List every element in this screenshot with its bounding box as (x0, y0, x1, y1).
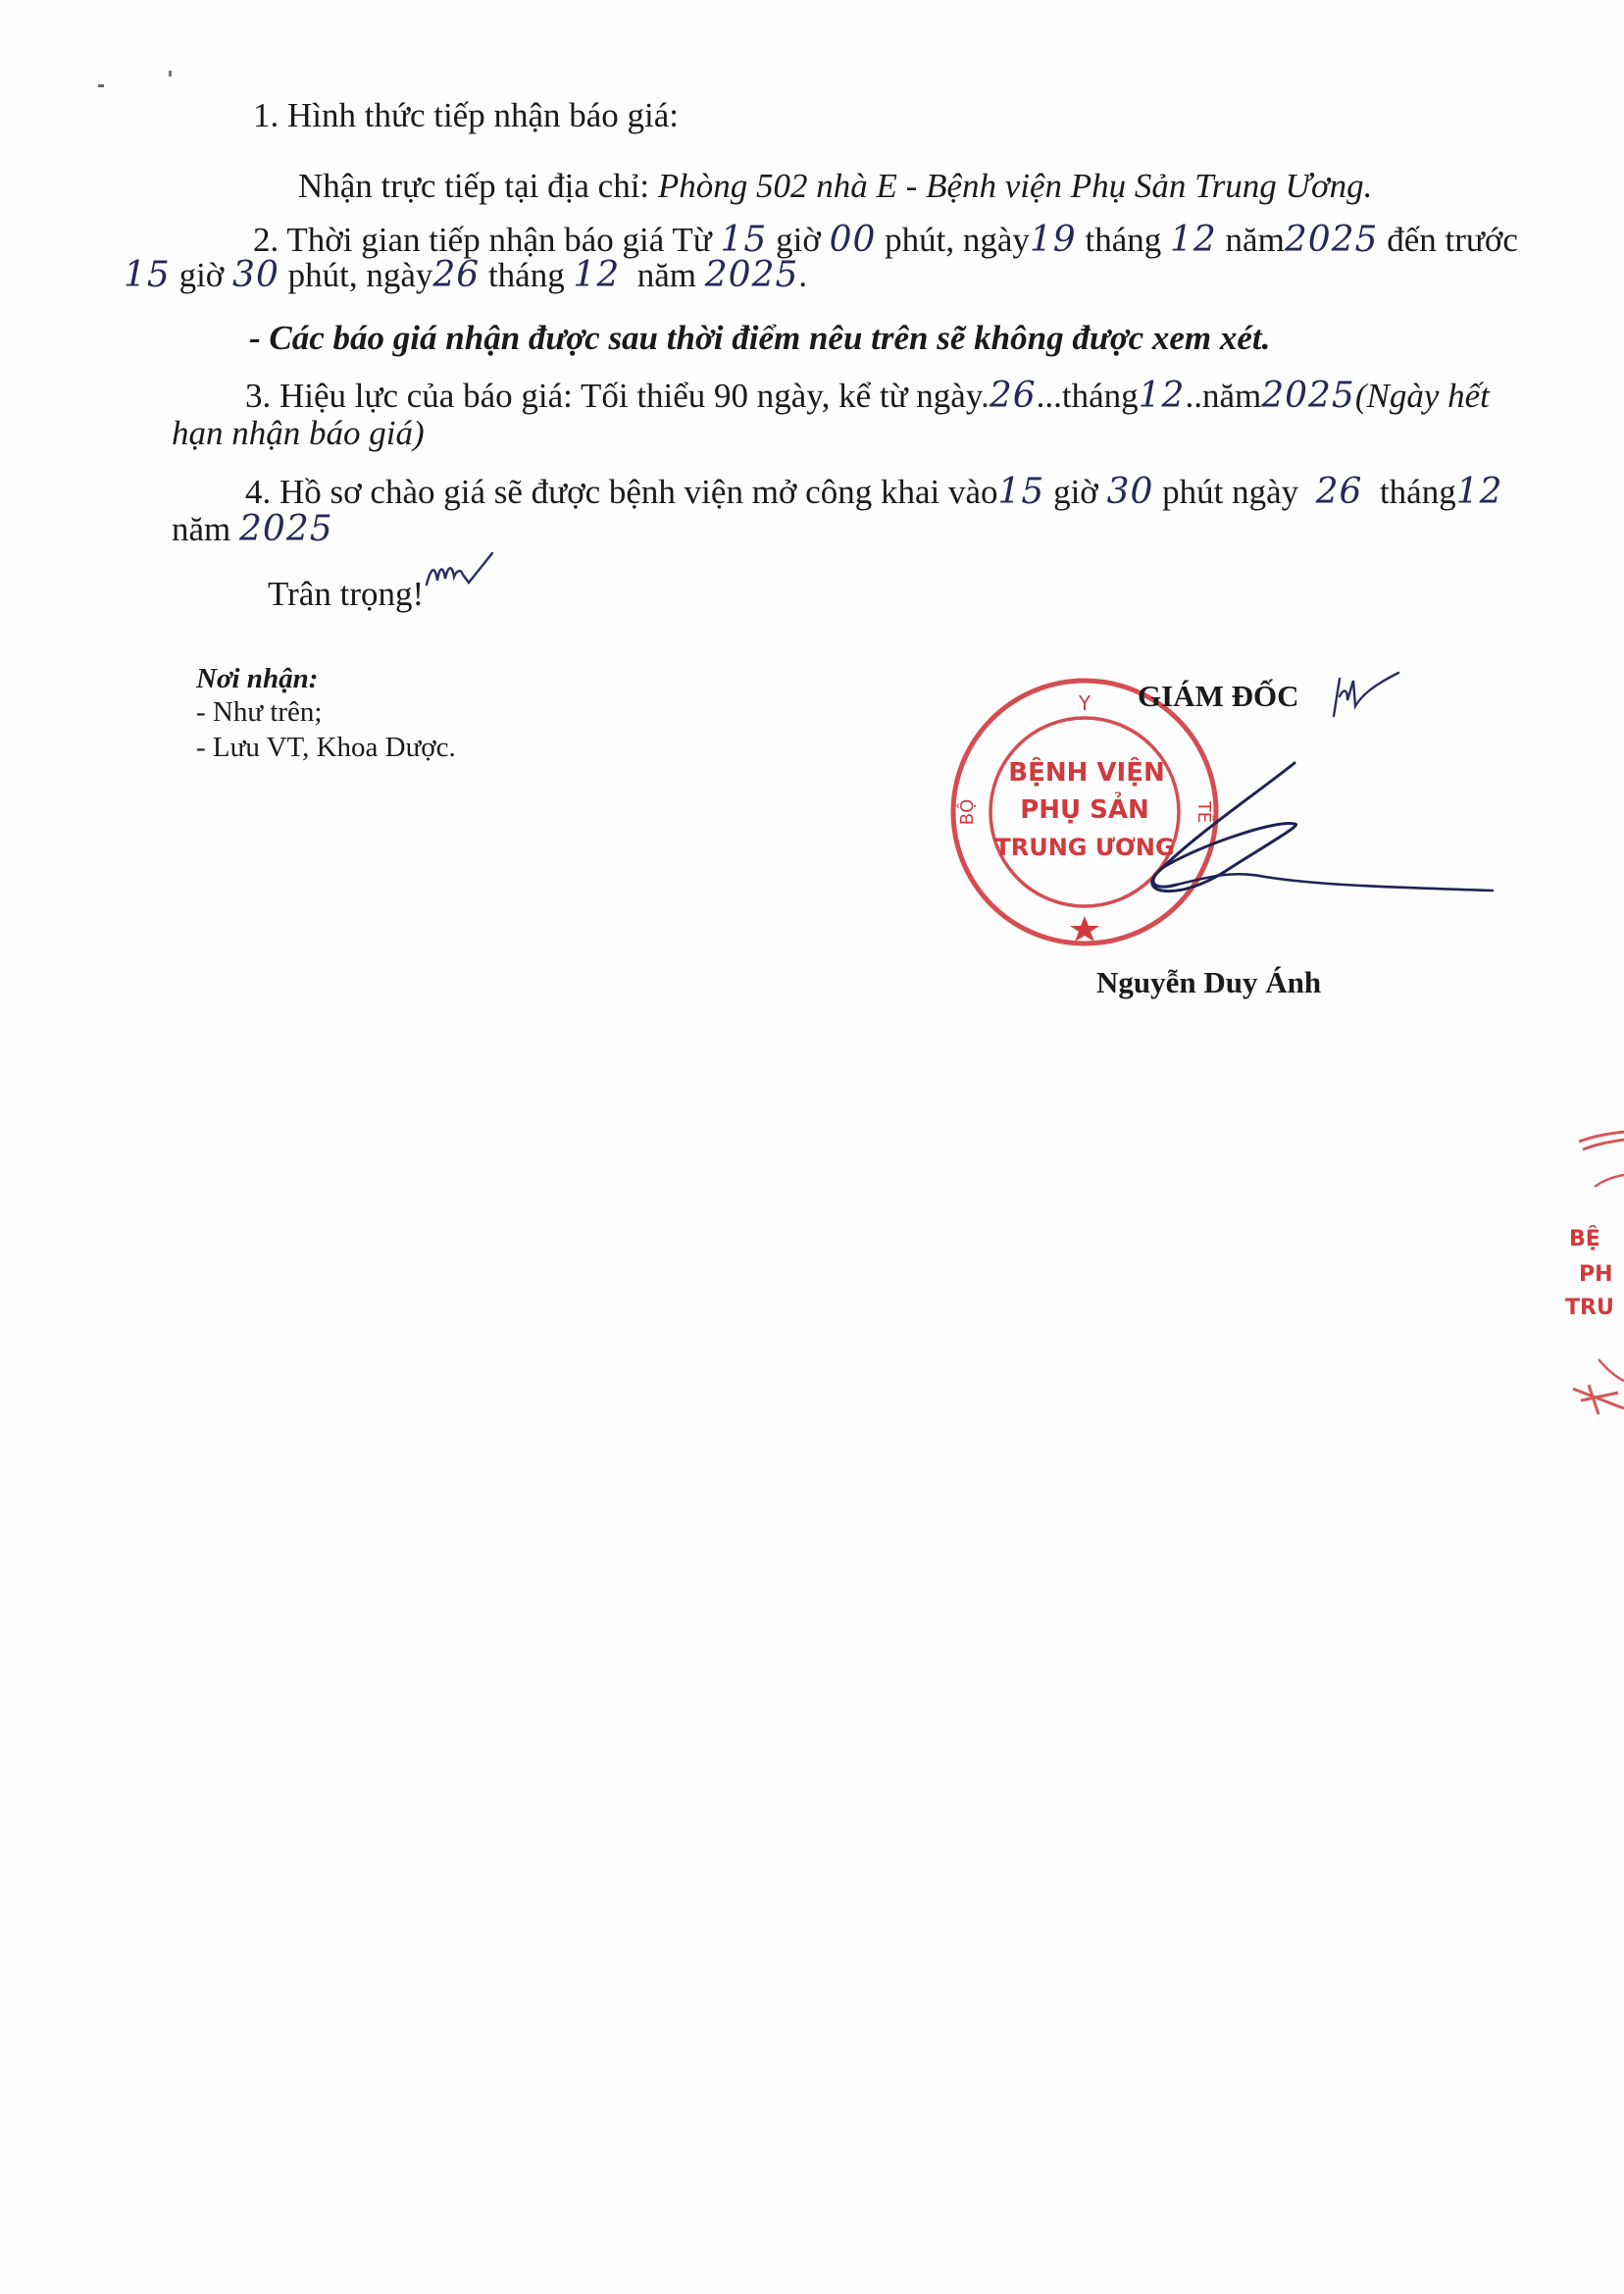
item-4-text: 4. Hồ sơ chào giá sẽ được bệnh viện mở công khai vào (245, 473, 998, 511)
signer-name (1096, 961, 1321, 1004)
signature-title-text: GIÁM ĐỐC (1138, 679, 1299, 713)
stamp-ring-top: Y (1078, 691, 1091, 715)
item-4-month: 12 (1455, 472, 1503, 512)
stamp-line-3: TRUNG ƯƠNG (994, 834, 1175, 861)
item-2-note-text: - Các báo giá nhận được sau thời điểm nêu trên sẽ không được xem xét. (249, 319, 1271, 357)
item-3-year: 2025 (1261, 376, 1355, 416)
item-2-text: năm (636, 256, 697, 294)
item-2-text: phút, ngày (885, 221, 1030, 259)
stamp-ring-left: BỘ (957, 798, 978, 826)
item-1-title-text: 1. Hình thức tiếp nhận báo giá: (253, 96, 680, 134)
item-4-minute: 30 (1106, 472, 1154, 512)
item-1-title (253, 94, 679, 137)
item-2-note (249, 317, 1270, 360)
item-2-text: giờ (776, 221, 821, 259)
item-2-end-minute: 30 (232, 255, 279, 295)
item-1-address-line (298, 165, 1372, 208)
item-2-start-hour: 15 (720, 220, 768, 260)
item-2-text: tháng (487, 256, 565, 294)
item-3-line-2 (172, 412, 425, 455)
stamp-line-1: BỆNH VIỆN (1008, 758, 1165, 788)
item-4-text: phút ngày (1162, 473, 1299, 511)
item-3-day: 26 (989, 376, 1037, 416)
item-1-prefix: Nhận trực tiếp tại địa chỉ: (298, 167, 658, 205)
item-2-end-month: 12 (573, 255, 621, 295)
director-signature (1118, 755, 1510, 912)
item-4-text: giờ (1053, 473, 1098, 511)
stamp-line-2: PHỤ SẢN (1020, 795, 1149, 825)
item-2-end-hour: 15 (124, 255, 171, 295)
item-3-text: 3. Hiệu lực của báo giá: Tối thiểu 90 ngày, kể từ ngày (245, 377, 982, 415)
item-2-end-day: 26 (432, 255, 481, 295)
item-2-line-2 (124, 254, 807, 297)
item-2-start-year: 2025 (1284, 220, 1379, 260)
item-2-text: . (798, 256, 808, 294)
signer-name-text: Nguyễn Duy Ánh (1096, 965, 1322, 999)
title-initial-mark (1326, 667, 1404, 726)
stamp-ring-right: TẾ (1193, 800, 1214, 824)
item-3-text: (Ngày hết (1354, 377, 1490, 415)
item-2-text: năm (1225, 221, 1285, 259)
item-2-text: phút, ngày (287, 256, 433, 294)
item-4-year: 2025 (239, 509, 333, 549)
edge-stamp-fragment (1559, 1128, 1624, 1422)
item-4-text: năm (172, 510, 231, 548)
item-3-line-1: 3. Hiệu lực của báo giá: Tối thiểu 90 ngày, kể từ ngày.26...tháng12..năm2025(Ngày hết (245, 376, 1490, 416)
edge-stamp-text: BỆ (1569, 1227, 1600, 1251)
item-2-text: đến trước (1387, 221, 1518, 259)
recipient-item-text: - Lưu VT, Khoa Dược. (196, 732, 456, 763)
scan-speck (98, 84, 104, 87)
stamp-star-icon (1070, 916, 1099, 942)
signature-title (1138, 675, 1298, 718)
item-4-text: tháng (1379, 473, 1456, 511)
scan-speck (169, 71, 172, 76)
item-2-start-day: 19 (1029, 220, 1077, 260)
item-3-month: 12 (1138, 376, 1186, 416)
item-2-end-year: 2025 (704, 255, 799, 295)
item-2-start-minute: 00 (829, 220, 877, 260)
item-2-start-month: 12 (1169, 220, 1217, 260)
initial-mark (422, 545, 520, 604)
item-4-hour: 15 (997, 472, 1045, 512)
item-2-text: 2. Thời gian tiếp nhận báo giá Từ (253, 221, 712, 259)
item-2-text: giờ (178, 256, 225, 294)
item-1-address: Phòng 502 nhà E - Bệnh viện Phụ Sản Trung Ương. (657, 167, 1373, 205)
recipient-item (196, 730, 456, 765)
item-2-text: tháng (1085, 221, 1162, 259)
edge-stamp-text: TRU (1565, 1296, 1614, 1320)
item-4-line-2 (172, 508, 333, 551)
item-4-line-1 (245, 471, 1503, 514)
item-3-text: ...tháng (1036, 377, 1139, 415)
recipients-heading-text: Nơi nhận: (196, 663, 319, 694)
item-4-day: 26 (1315, 472, 1363, 512)
closing (268, 573, 424, 616)
recipient-item-text: - Như trên; (196, 696, 323, 728)
item-3-text: hạn nhận báo giá) (172, 414, 425, 452)
closing-text: Trân trọng! (268, 575, 425, 613)
item-3-text: ..năm (1185, 377, 1262, 415)
recipients-heading (196, 661, 318, 696)
edge-stamp-text: PH (1579, 1262, 1613, 1287)
recipient-item (196, 694, 322, 730)
